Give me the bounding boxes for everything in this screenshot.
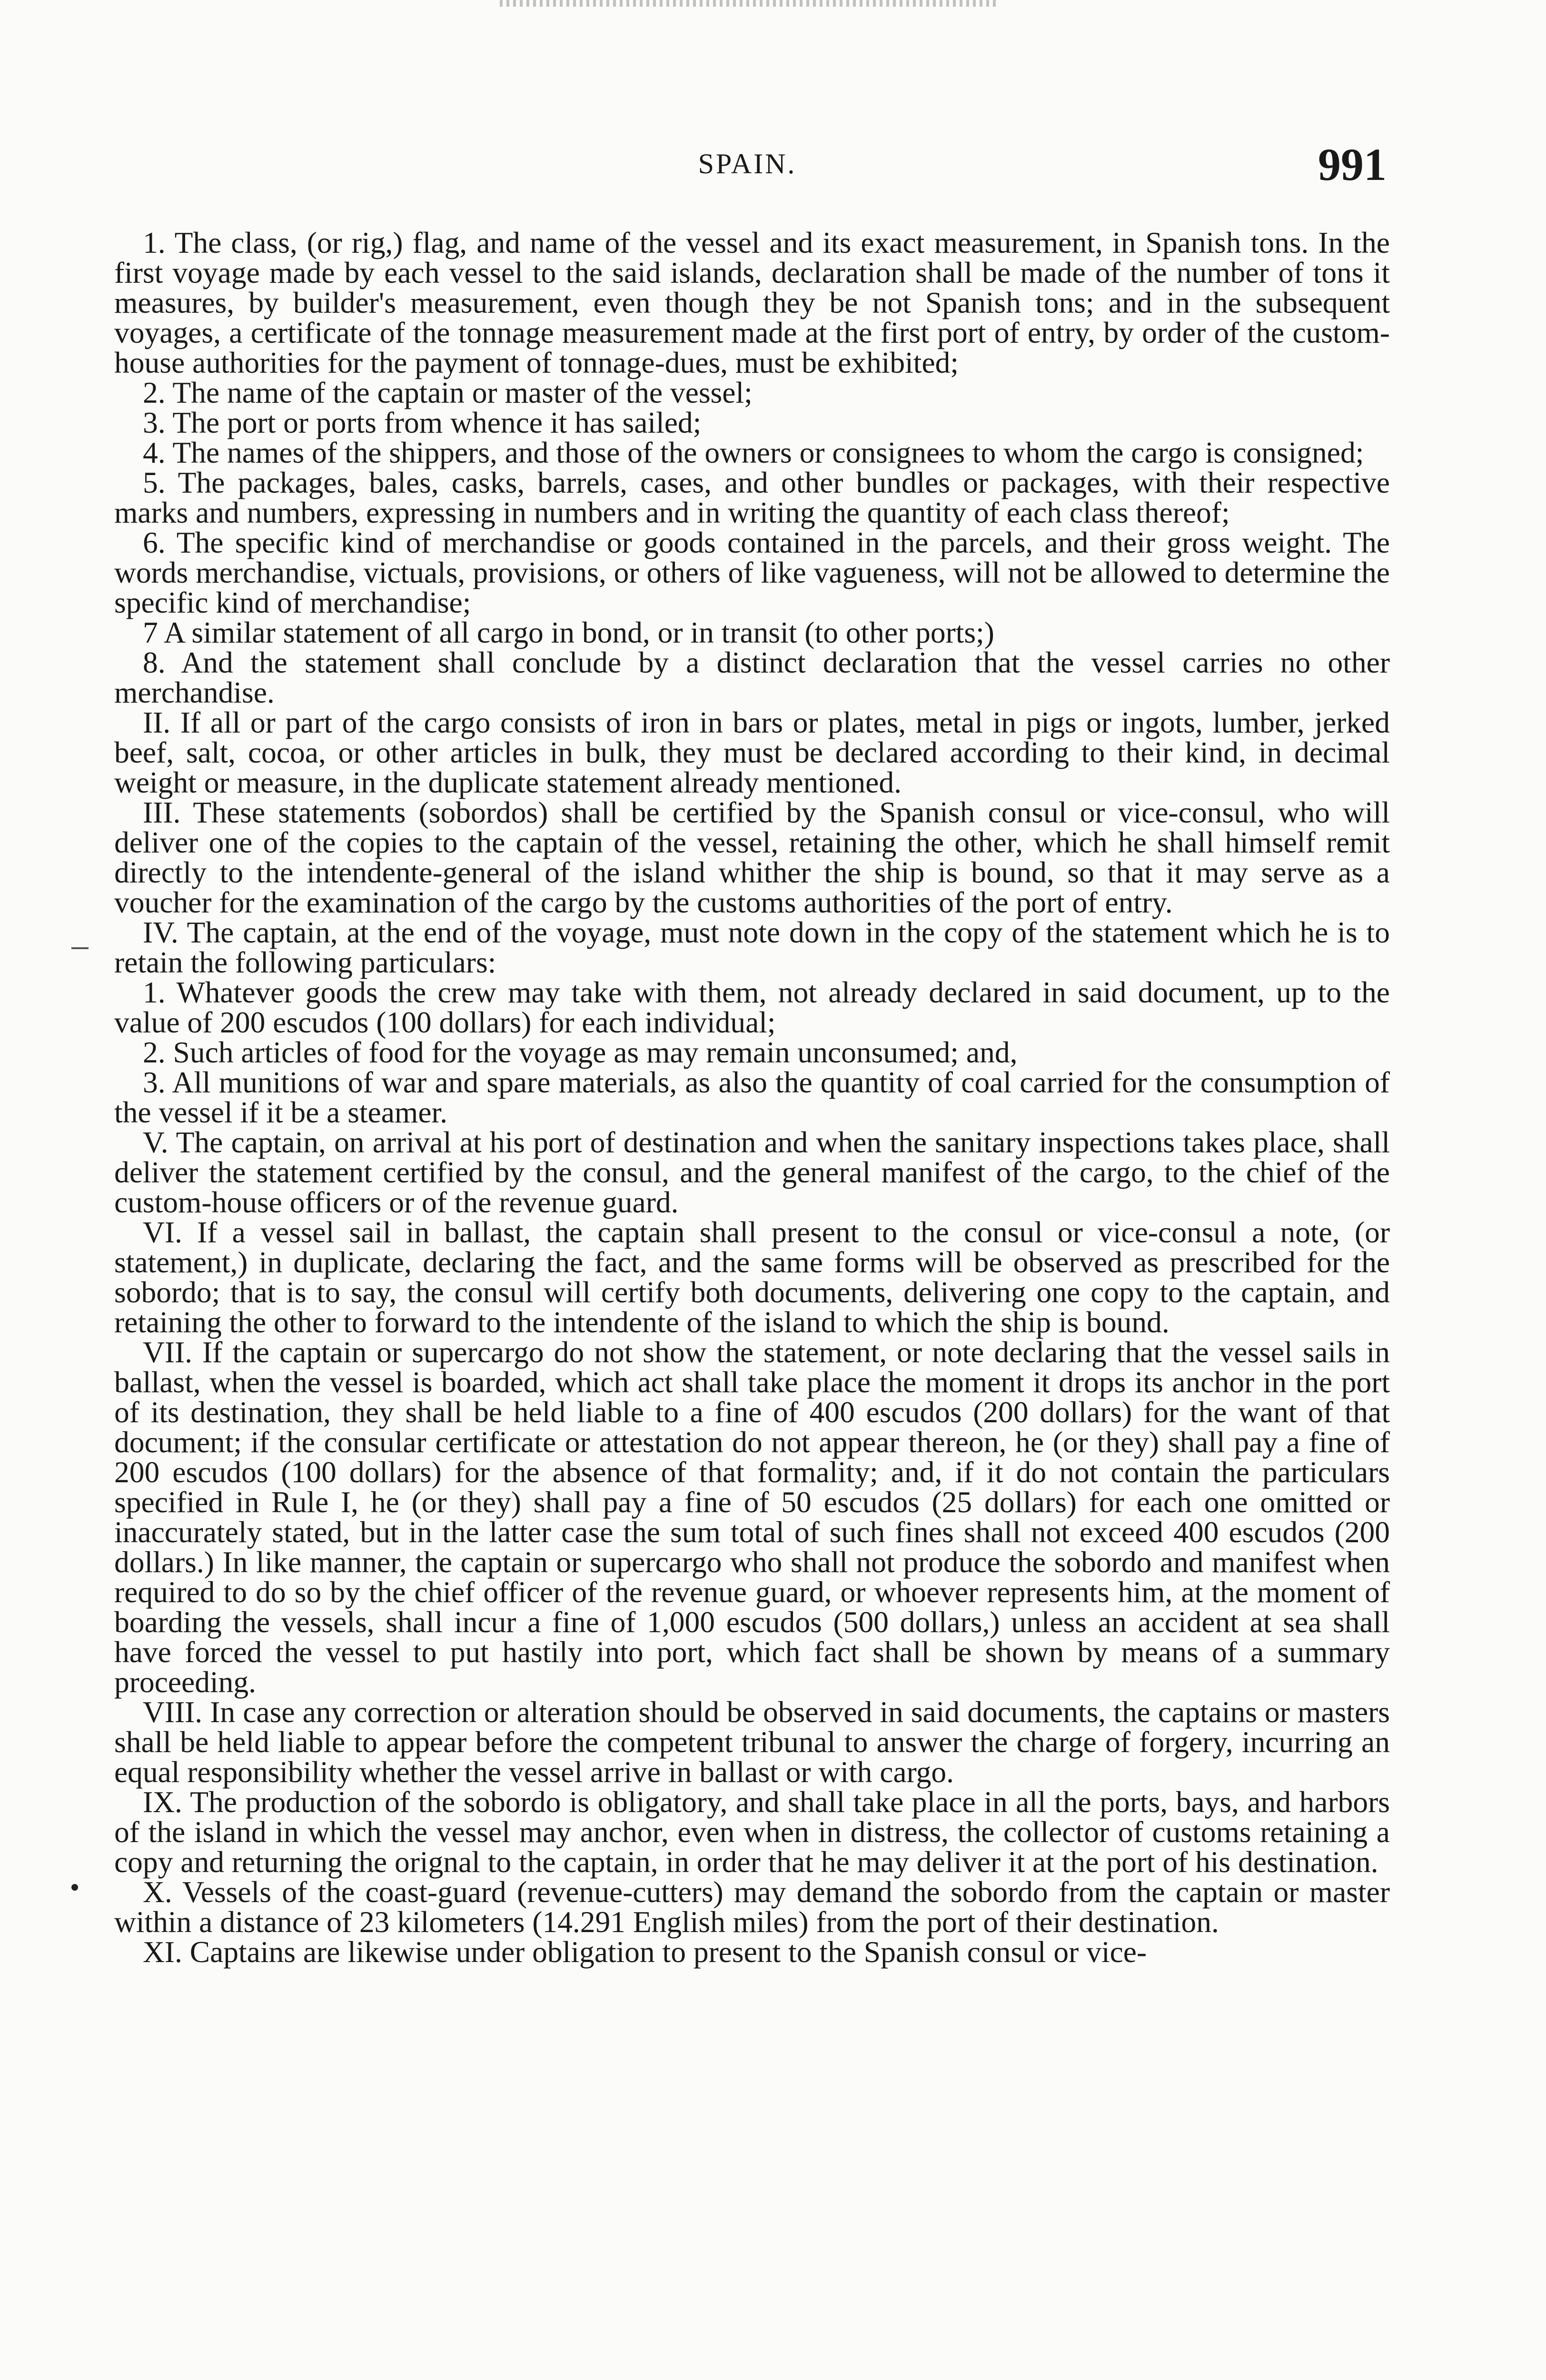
scan-edge-artifact	[500, 0, 1000, 7]
paragraph-rule-4: IV. The captain, at the end of the voyage, must note down in the copy of the statement which he is to retain the following particulars:	[114, 915, 1390, 979]
page-number: 991	[1318, 139, 1387, 190]
paragraph-rule-1-item-3: 3. The port or ports from whence it has sailed;	[143, 406, 702, 439]
paragraph-rule-2: II. If all or part of the cargo consists of iron in bars or plates, metal in pigs or ingots, lumber, jerked beef, salt, cocoa, or other articles in bulk, they must be declared according to their kind, in decimal weight or measure, in the duplicate statement already mentioned.	[114, 705, 1390, 799]
paragraph-rule-1-item-4: 4. The names of the shippers, and those of the owners or consignees to whom the cargo is consigned;	[143, 436, 1364, 469]
paragraph-rule-10: X. Vessels of the coast-guard (revenue-cutters) may demand the sobordo from the captain or master within a distance of 23 kilometers (14.291 English miles) from the port of their destination.	[114, 1875, 1390, 1939]
margin-mark	[71, 1884, 78, 1891]
paragraph-rule-1-item-5: 5. The packages, bales, casks, barrels, cases, and other bundles or packages, with their respective marks and numbers, expressing in numbers and in writing the quantity of each class thereof;	[114, 466, 1390, 529]
paragraph-rule-4-item-1: 1. Whatever goods the crew may take with them, not already declared in said document, up to the value of 200 escudos (100 dollars) for each individual;	[114, 975, 1390, 1039]
page-header	[0, 138, 1546, 195]
paragraph-rule-8: VIII. In case any correction or alteration should be observed in said documents, the captains or masters shall be held liable to appear before the competent tribunal to answer the charge of forgery, incurring an equal responsibility whether the vessel arrive in ballast or with cargo.	[114, 1695, 1390, 1789]
paragraph-rule-3: III. These statements (sobordos) shall be certified by the Spanish consul or vice-consul, who will deliver one of the copies to the captain of the vessel, retaining the other, which he shall himself remit directly to the intendente-general of the island whither the ship is bound, so that it may serve as a voucher for the examination of the cargo by the customs authorities of the port of entry.	[114, 795, 1390, 919]
paragraph-rule-6: VI. If a vessel sail in ballast, the captain shall present to the consul or vice-consul a note, (or statement,) in duplicate, declaring the fact, and the same forms will be observed as prescribed for the sobordo; that is to say, the consul will certify both documents, delivering one copy to the captain, and retaining the other to forward to the intendente of the island to which the ship is bound.	[114, 1215, 1390, 1339]
margin-mark	[71, 947, 89, 949]
paragraph-rule-7: VII. If the captain or supercargo do not show the statement, or note declaring that the vessel sails in ballast, when the vessel is boarded, which act shall take place the moment it drops its anchor in the port of its destination, they shall be held liable to a fine of 400 escudos (200 dollars) for the want of that document; if the consular certificate or attestation do not appear thereon, he (or they) shall pay a fine of 200 escudos (100 dollars) for the absence of that formality; and, if it do not contain the particulars specified in Rule I, he (or they) shall pay a fine of 50 escudos (25 dollars) for each one omitted or inaccurately stated, but in the latter case the sum total of such fines shall not exceed 400 escudos (200 dollars.) In like manner, the captain or supercargo who shall not produce the sobordo and manifest when required to do so by the chief officer of the revenue guard, or whoever represents him, at the moment of boarding the vessels, shall incur a fine of 1,000 escudos (500 dollars,) unless an accident at sea shall have forced the vessel to put hastily into port, which fact shall be shown by means of a summary proceeding.	[114, 1335, 1390, 1699]
paragraph-rule-11: XI. Captains are likewise under obligation to present to the Spanish consul or vice-	[143, 1935, 1147, 1969]
paragraph-rule-1-item-1: 1. The class, (or rig,) flag, and name of the vessel and its exact measurement, in Spanish tons. In the first voyage made by each vessel to the said islands, declaration shall be made of the number of tons it measures, by builder's measurement, even though they be not Spanish tons; and in the subsequent voyages, a certificate of the tonnage measurement made at the first port of entry, by order of the custom-house authorities for the payment of tonnage-dues, must be exhibited;	[114, 226, 1390, 379]
paragraph-rule-4-item-2: 2. Such articles of food for the voyage as may remain unconsumed; and,	[143, 1035, 1018, 1069]
body-text	[114, 228, 1390, 1967]
paragraph-rule-1-item-6: 6. The specific kind of merchandise or goods contained in the parcels, and their gross weight. The words merchandise, victuals, provisions, or others of like vagueness, will not be allowed to determine the specific kind of merchandise;	[114, 526, 1390, 619]
paragraph-rule-5: V. The captain, on arrival at his port of destination and when the sanitary inspections takes place, shall deliver the statement certified by the consul, and the general manifest of the cargo, to the chief of the custom-house officers or of the revenue guard.	[114, 1125, 1390, 1219]
paragraph-rule-9: IX. The production of the sobordo is obligatory, and shall take place in all the ports, bays, and harbors of the island in which the vessel may anchor, even when in distress, the collector of customs retaining a copy and returning the orignal to the captain, in order that he may deliver it at the port of his destination.	[114, 1785, 1390, 1879]
paragraph-rule-1-item-8: 8. And the statement shall conclude by a distinct declaration that the vessel carries no other merchandise.	[114, 645, 1390, 709]
paragraph-rule-1-item-2: 2. The name of the captain or master of the vessel;	[143, 376, 753, 409]
paragraph-rule-1-item-7: 7 A similar statement of all cargo in bond, or in transit (to other ports;)	[143, 615, 994, 649]
paragraph-rule-4-item-3: 3. All munitions of war and spare materials, as also the quantity of coal carried for the consumption of the vessel if it be a steamer.	[114, 1065, 1390, 1129]
running-head: SPAIN.	[698, 148, 797, 179]
